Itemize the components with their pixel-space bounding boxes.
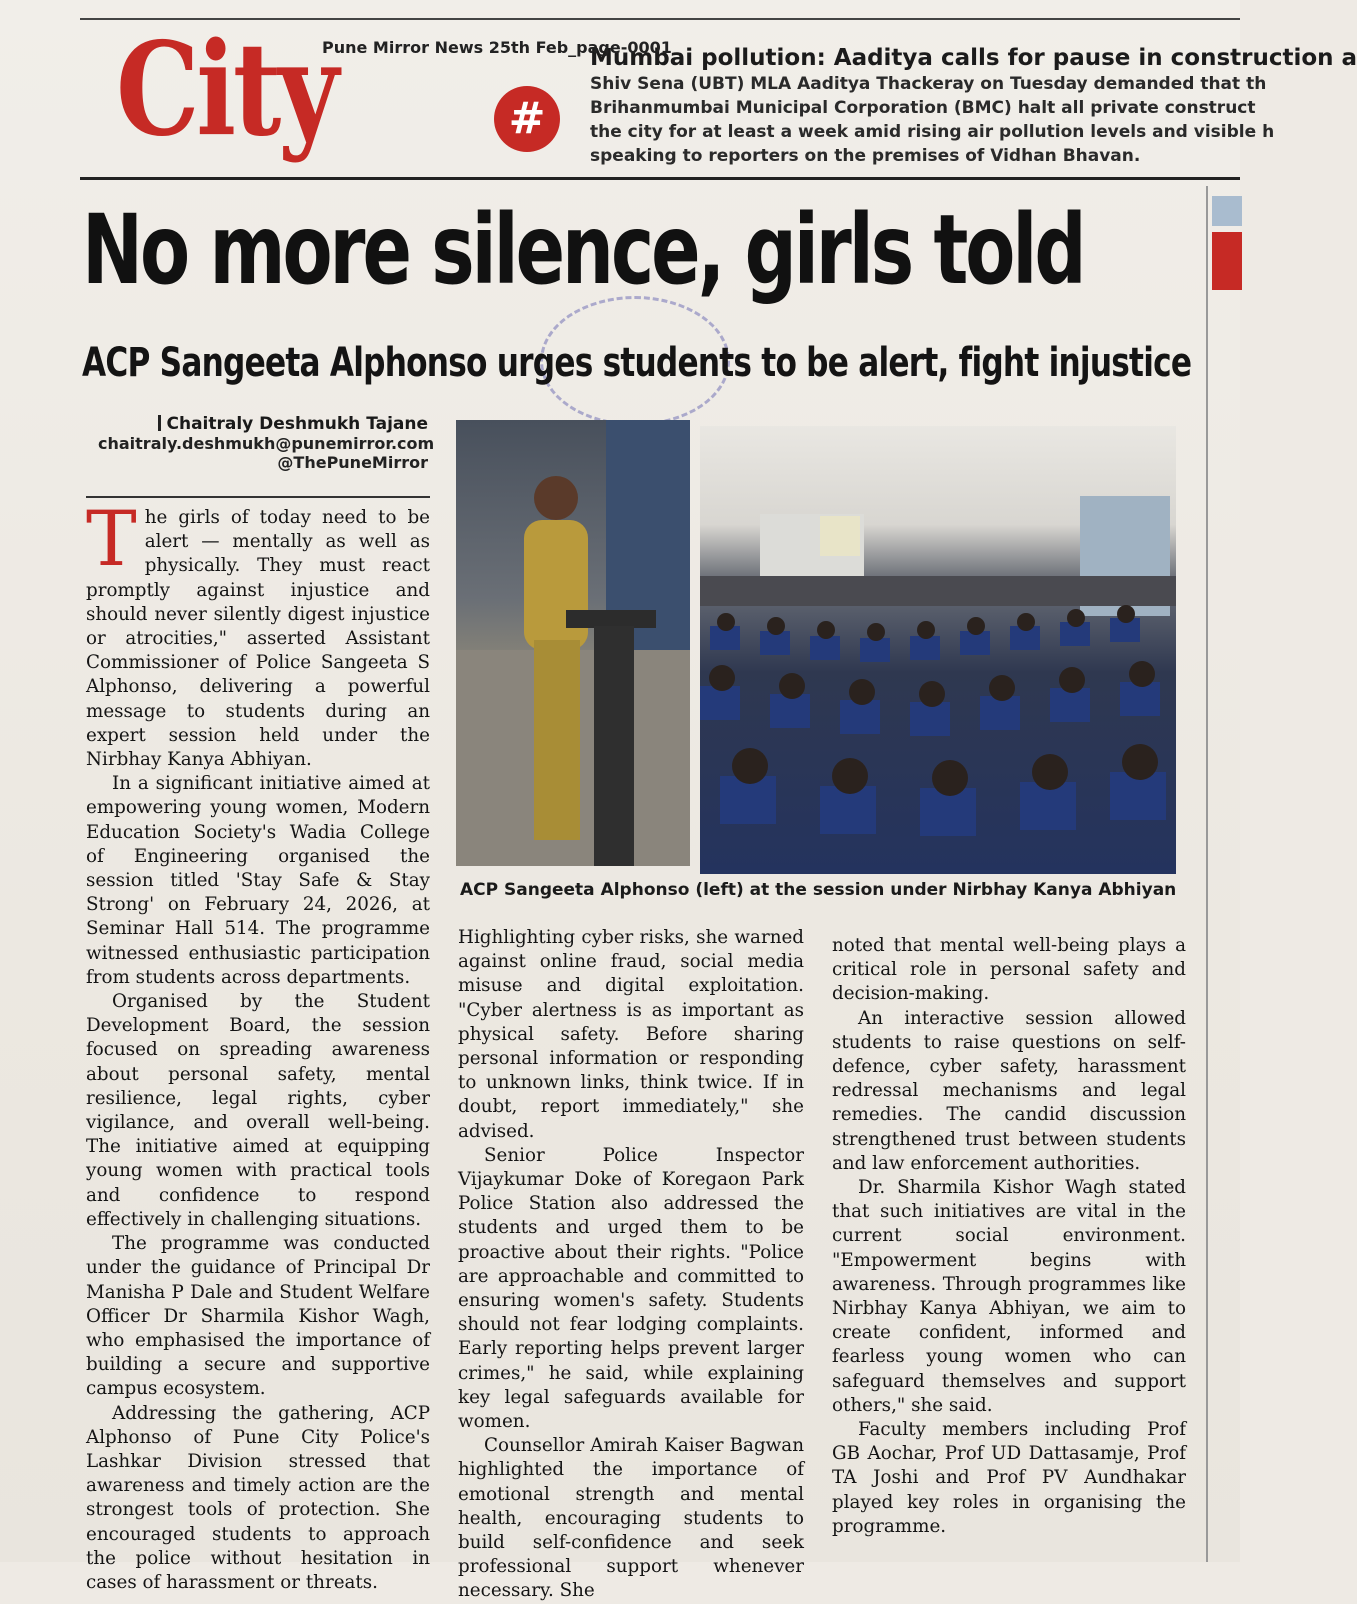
adjacent-image-fragment [1212,196,1242,226]
byline [98,414,435,472]
photo-speaker-at-podium [456,420,690,866]
paragraph: Counsellor Amirah Kaiser Bagwan highlighted the importance of emotional strength and mental health, encouraging students to build self-confidence and seek professional support whenever necessary. She [458,1435,804,1602]
article-column-1 [86,494,430,1595]
headline: No more silence, girls told [82,194,1084,306]
paragraph: The programme was conducted under the guidance of Principal Dr Manisha P Dale and Student Welfare Officer Dr Sharmila Kishor Wagh, who emphasised the importance of building a secure and supportive campus ecosystem. [86,1233,430,1400]
paragraph: Faculty members including Prof GB Aochar, Prof UD Dattasamje, Prof TA Joshi and Prof PV Aundhakar played key roles in organising the programme. [832,1419,1186,1537]
news-brief [590,44,1357,168]
paragraph: Addressing the gathering, ACP Alphonso of Pune City Police's Lashkar Division stressed that awareness and timely action are the strongest tools of protection. She encouraged students to approach the police without hesitation in cases of harassment or threats. [86,1402,430,1593]
dropcap: T [86,494,137,583]
paragraph: Dr. Sharmila Kishor Wagh stated that such initiatives are vital in the current social environment. "Empowerment begins with awareness. Through programmes like Nirbhay Kanya Abhiyan, we aim to create confident, informed and fearless young women who can safeguard themselves and support others," she said. [832,1177,1186,1416]
author-email: chaitraly.deshmukh@punemirror.com [98,434,435,453]
subheadline: ACP Sangeeta Alphonso urges students to be alert, fight injustice [82,340,1192,386]
paragraph: Highlighting cyber risks, she warned against online fraud, social media misuse and digital exploitation. "Cyber alertness is as important as physical safety. Before sharing personal information or responding to unknown links, think twice. If in doubt, report immediately," she advised. [458,927,804,1142]
section-logo: City [116,15,336,165]
paragraph: noted that mental well-being plays a critical role in personal safety and decision-making. [832,935,1186,1005]
scan-caption: Pune Mirror News 25th Feb_page-0001 [322,38,672,57]
byline-divider [86,496,430,498]
article-column-3 [832,934,1186,1539]
paragraph: Organised by the Student Development Board, the session focused on spreading awareness about personal safety, mental resilience, legal rights, cyber vigilance, and overall well-being. The initiative aimed at equipping young women with practical tools and confidence to respond effectively in challenging situations. [86,991,430,1230]
speaker-photo-art [456,420,690,866]
photo-seminar-audience [700,426,1176,874]
paragraph: In a significant initiative aimed at empowering young women, Modern Education Society's Wadia College of Engineering organised the session titled 'Stay Safe & Stay Strong' on February 24, 2026, at Seminar Hall 514. The programme witnessed enthusiastic participation from students across departments. [86,773,430,988]
brief-title: Mumbai pollution: Aaditya calls for pause in construction a [590,45,1357,71]
paragraph: The girls of today need to be alert — mentally as well as physically. They must react promptly against injustice and should never silently digest injustice or atrocities," asserted Assistant Commissioner of Police Sangeeta S Alphonso, delivering a powerful message to students during an expert session held under the Nirbhay Kanya Abhiyan. [86,494,430,771]
adjacent-red-block [1212,232,1242,290]
author-handle: @ThePuneMirror [277,453,428,472]
photo-caption: ACP Sangeeta Alphonso (left) at the session under Nirbhay Kanya Abhiyan [460,880,1177,900]
brief-body: Shiv Sena (UBT) MLA Aaditya Thackeray on Tuesday demanded that th Brihanmumbai Municipal Corporation (BMC) halt all private construct the city for at least a week amid rising air pollution levels and visible h speaking to reporters on the premises of Vidhan Bhavan. [590,74,1275,166]
paragraph: An interactive session allowed students to raise questions on self-defence, cyber safety, harassment redressal mechanisms and legal remedies. The candid discussion strengthened trust between students and law enforcement authorities. [832,1007,1186,1174]
adjacent-column-edge [1206,186,1240,1562]
hashtag-icon: # [494,86,560,152]
paragraph: Senior Police Inspector Vijaykumar Doke of Koregaon Park Police Station also addressed the students and urged them to be proactive about their rights. "Police are approachable and committed to ensuring women's safety. Students should not fear lodging complaints. Early reporting helps prevent larger crimes," he said, while explaining key legal safeguards available for women. [458,1144,804,1433]
author-name: Chaitraly Deshmukh Tajane [98,414,428,434]
audience-photo-art [700,426,1176,874]
article-column-2 [458,926,804,1604]
